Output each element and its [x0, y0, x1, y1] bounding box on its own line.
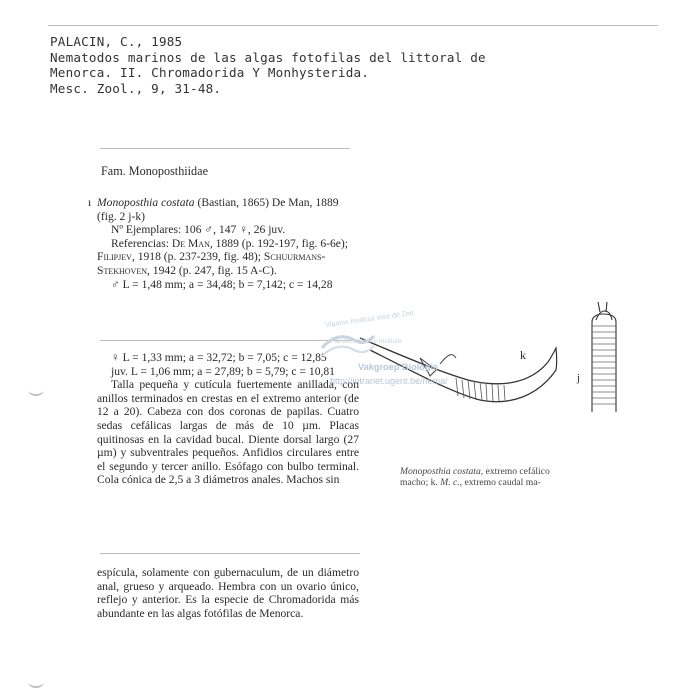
female-measurements: ♀ L = 1,33 mm; a = 32,72; b = 7,05; c = 12,85 — [111, 351, 327, 364]
figure-caption: Monoposthia costata, extremo cefálico macho; k. M. c., extremo caudal ma- — [400, 466, 550, 489]
ref-de-man: De Man — [171, 236, 210, 250]
figure-reference: (fig. 2 j-k) — [97, 209, 145, 223]
ref-schuurmans: Schuurmans-Stekhoven — [97, 250, 326, 277]
watermark-url: http://intranet.ugent.be/nema/ — [330, 376, 448, 386]
species-authority: (Bastian, 1865) De Man, 1889 — [197, 196, 339, 209]
divider-family — [100, 148, 350, 149]
species-entry-upper — [88, 196, 359, 291]
caption-species: Monoposthia costata, — [400, 466, 484, 477]
divider-lower — [100, 553, 360, 554]
caption-abbrev: M. c., — [440, 477, 463, 489]
male-measurements: ♂ L = 1,48 mm; a = 34,48; b = 7,142; c = 14,28 — [111, 277, 333, 291]
ref-filipjev: Filipjev — [97, 250, 132, 264]
citation-title-line2: Menorca. II. Chromadorida Y Monhysterida. — [50, 65, 370, 80]
species-title — [88, 196, 359, 210]
watermark-vakgroep: Vakgroep Biologie — [358, 362, 439, 372]
citation-header — [50, 34, 486, 96]
specimen-count: Nº Ejemplares: 106 ♂, 147 ♀, 26 juv. — [111, 223, 286, 237]
juvenile-measurements: juv. L = 1,06 mm; a = 27,89; b = 5,79; c = 10,81 — [111, 364, 335, 378]
family-heading: Fam. Monoposthiidae — [101, 164, 208, 178]
figure-label-j: j — [577, 372, 581, 384]
citation-title-line1: Nematodos marinos de las algas fotofilas del littoral de — [50, 49, 486, 65]
species-description: Talla pequeña y cutícula fuertemente anillada, con anillos terminados en crestas en el extremo anterior (de 12 a 20). Cabeza con dos coronas de papilas. Cuatro sedas cefálicas largas de más de 10 µm. Placas quitinosas en la cavidad bucal. Diente dorsal largo (27 µm) y subventrales pequeños. Anfidios circulares entre el segundo y tercer anillo. Esófago con bulbo terminal. Cola cónica de 2,5 a 3 diámetros anales. Machos sin — [97, 378, 359, 487]
references: Referencias: De Man, 1889 (p. 192-197, fig. 6-6e); Filipjev, 1918 (p. 237-239, fig. 48); Schuurmans-Stekhoven, 1942 (p. 247, fig. 15 A-C). — [97, 236, 349, 277]
species-entry-lower — [97, 566, 359, 620]
punch-hole-mark — [28, 676, 44, 688]
species-name: Monoposthia costata — [97, 196, 195, 209]
figure-label-k: k — [520, 348, 526, 362]
watermark-institute: Vlaams Instituut voor de Zee — [324, 309, 415, 330]
citation-journal: Mesc. Zool., 9, 31-48. — [50, 80, 222, 96]
description-continuation: espícula, solamente con gubernaculum, de un diámetro anal, grueso y arqueado. Hembra con un ovario único, reflejo y anterior. Es la especie de Chromadorida más abundante en las algas fotófilas de Menorca. — [97, 566, 359, 620]
divider-top — [48, 25, 658, 26]
punch-hole-mark — [28, 384, 44, 396]
citation-author-year: PALACIN, C., 1985 — [50, 34, 183, 49]
margin-mark: ı — [88, 196, 92, 209]
species-entry-middle — [97, 351, 359, 487]
watermark-institute-en: Flanders Marine Institute — [330, 338, 402, 345]
